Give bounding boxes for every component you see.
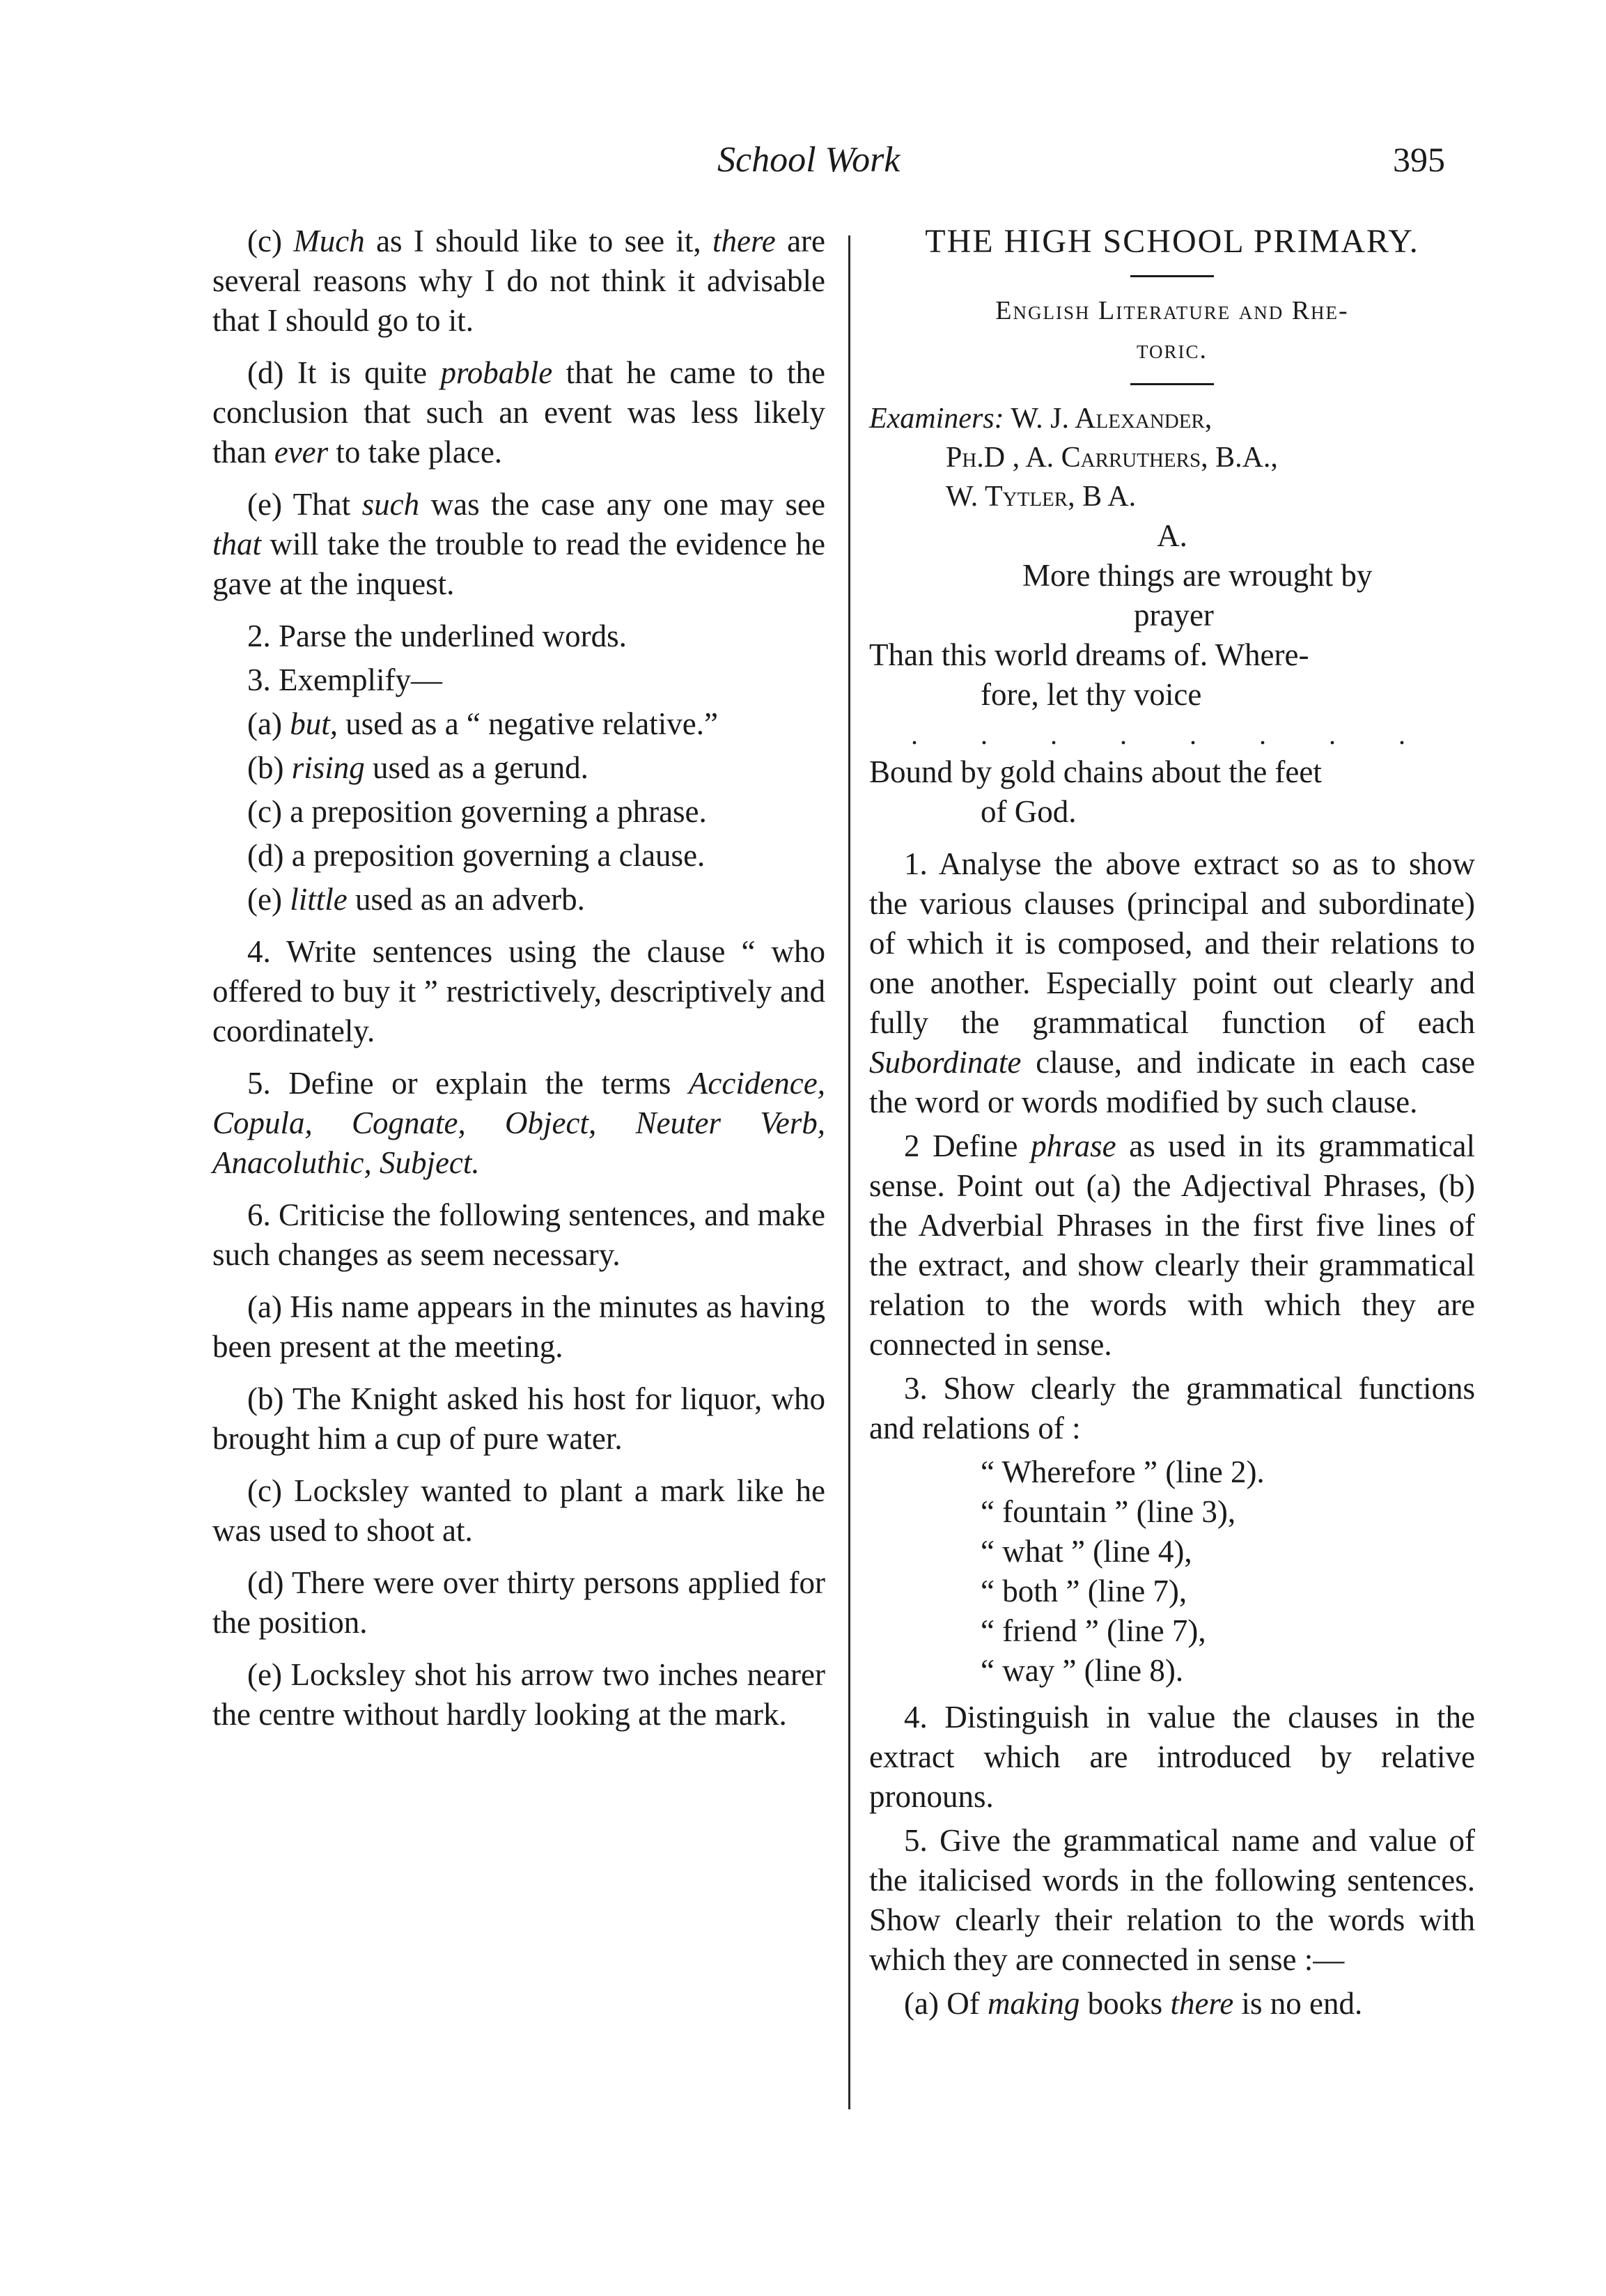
subheading-rule (1130, 383, 1214, 385)
verse-extract-end (869, 752, 1475, 832)
question-4: 4. Write sentences using the clause “ who offered to buy it ” restrictively, descriptively and coordinately. (212, 934, 825, 1048)
verse-line-6: of God. (981, 794, 1077, 829)
question-6b: (b) The Knight asked his host for liquor, who brought him a cup of pure water. (212, 1381, 825, 1456)
question-2: 2. Parse the underlined words. (247, 619, 627, 653)
italic-word: making (987, 1986, 1080, 2021)
italic-word: probable (440, 355, 553, 390)
question-3b: (b) rising used as a gerund. (247, 750, 588, 785)
question-5: 5. Define or explain the terms Accidence, Copula, Cognate, Object, Neuter Verb, Anacoluthic, Subject. (212, 1066, 825, 1180)
running-header: School Work (717, 140, 901, 180)
examiners (869, 399, 1475, 516)
list-item: “ friend ” (line 7), (981, 1613, 1206, 1648)
italic-word: rising (291, 750, 365, 785)
list-item: “ what ” (line 4), (981, 1534, 1192, 1569)
question-6a: (a) His name appears in the minutes as having been present at the meeting. (212, 1289, 825, 1364)
list-item: “ both ” (line 7), (981, 1574, 1187, 1608)
verse-line-2: prayer (1134, 598, 1214, 633)
question-3: 3. Exemplify— (247, 662, 442, 697)
ellipsis-dots: . . . . . . . . (911, 719, 1433, 750)
subject-heading-line-2: toric. (1136, 335, 1208, 364)
left-column (212, 222, 825, 1747)
column-divider (848, 235, 850, 2109)
verse-line-5: Bound by gold chains about the feet (869, 754, 1322, 789)
question-r1: 1. Analyse the above extract so as to show the various clauses (principal and subordinate) of which it is composed, and their relations to one another. Especially point out clearly and fully the grammatical function of each Subordinate clause, and indicate in each case the word or words modified by such clause. (869, 846, 1475, 1119)
question-3d: (d) a preposition governing a clause. (247, 838, 705, 873)
verse-line-4: fore, let thy voice (981, 677, 1202, 712)
italic-word: Much (293, 224, 365, 258)
question-6: 6. Criticise the following sentences, and make such changes as seem necessary. (212, 1197, 825, 1272)
examiners-name-2: Ph.D , A. Carruthers, B.A., (946, 442, 1278, 474)
italic-word: little (290, 882, 348, 917)
question-3a: (a) but, used as a “ negative relative.” (247, 706, 718, 741)
verse-line-1: More things are wrought by (1022, 558, 1373, 593)
verse-extract (869, 556, 1475, 715)
italic-word: that (212, 527, 262, 561)
page-number: 395 (1393, 140, 1445, 179)
question-6c: (c) Locksley wanted to plant a mark like he was used to shoot at. (212, 1473, 825, 1548)
italic-word: phrase (1031, 1128, 1116, 1163)
right-column (869, 222, 1475, 2028)
examiners-name-3: W. Tytler, B A. (946, 481, 1137, 513)
italic-word: such (361, 487, 420, 522)
question-3e: (e) little used as an adverb. (247, 882, 585, 917)
question-6e: (e) Locksley shot his arrow two inches nearer the centre without hardly looking at the mark. (212, 1657, 825, 1732)
question-r4: 4. Distinguish in value the clauses in the extract which are introduced by relative pronouns. (869, 1700, 1475, 1814)
quoted-words-list (869, 1452, 1475, 1691)
question-r2: 2 Define phrase as used in its grammatical sense. Point out (a) the Adjectival Phrases, (b) the Adverbial Phrases in the first five lines of the extract, and show clearly their grammatical relation to the words with which they are connected in sense. (869, 1128, 1475, 1362)
examiners-label: Examiners: (869, 403, 1004, 435)
italic-word: there (1170, 1986, 1234, 2021)
item-c: (c) Much as I should like to see it, there are several reasons why I do not think it advisable that I should go to it. (212, 224, 826, 338)
list-item: “ way ” (line 8). (981, 1653, 1184, 1688)
italic-word: ever (274, 435, 329, 470)
question-r5a: (a) Of making books there is no end. (904, 1986, 1363, 2021)
italic-word: but, (290, 706, 338, 741)
examiners-name-1: W. J. Alexander, (1004, 403, 1213, 435)
section-label: A. (1157, 518, 1187, 553)
italic-word: there (712, 224, 776, 258)
question-r5: 5. Give the grammatical name and value of the italicised words in the following sentences. Show clearly their relation to the words with which they are connected in sense :— (869, 1823, 1475, 1977)
question-3c: (c) a preposition governing a phrase. (247, 794, 707, 829)
list-item: “ fountain ” (line 3), (981, 1494, 1236, 1529)
subject-heading-line-1: English Literature and Rhe- (995, 296, 1349, 325)
question-r3: 3. Show clearly the grammatical functions and relations of : (869, 1371, 1475, 1445)
section-heading: THE HIGH SCHOOL PRIMARY. (925, 223, 1419, 260)
question-6d: (d) There were over thirty persons applied for the position. (212, 1565, 825, 1640)
list-item: “ Wherefore ” (line 2). (981, 1455, 1265, 1489)
italic-word: Subordinate (869, 1045, 1022, 1080)
italic-terms: Accidence, Copula, Cognate, Object, Neuter Verb, Anacoluthic, Subject. (212, 1066, 825, 1180)
heading-rule (1130, 275, 1214, 277)
item-e: (e) That such was the case any one may see that will take the trouble to read the evidence he gave at the inquest. (212, 487, 825, 601)
verse-line-3: Than this world dreams of. Where- (869, 637, 1309, 672)
item-d: (d) It is quite probable that he came to the conclusion that such an event was less likely than ever to take place. (212, 355, 825, 470)
